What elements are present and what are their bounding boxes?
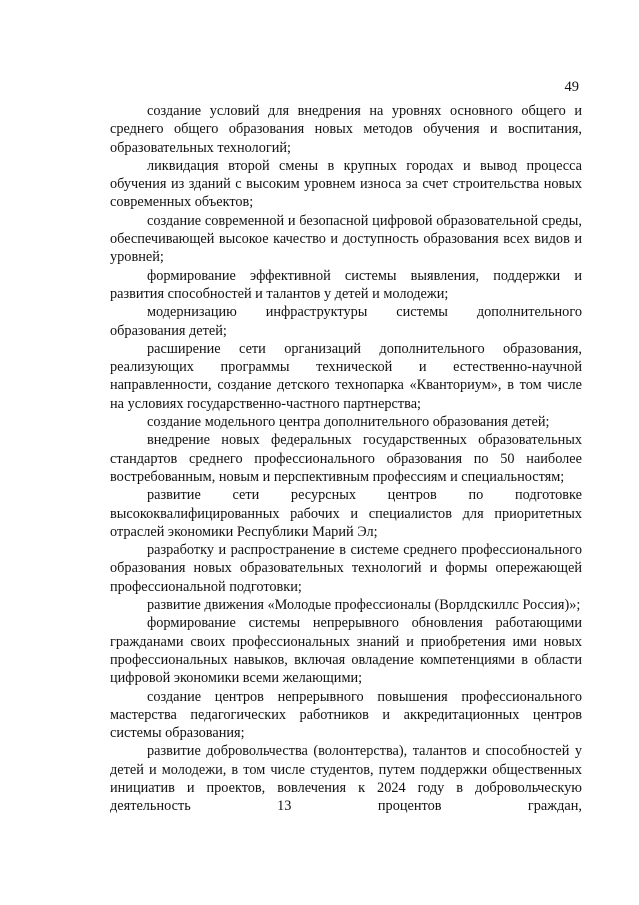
document-body (110, 102, 582, 816)
paragraph-9: развитие сети ресурсных центров по подготовке высококвалифицированных рабочих и специалистов для приоритетных отраслей экономики Республики Марий Эл; (110, 487, 582, 540)
paragraph-11: развитие движения «Молодые профессионалы (Ворлдскиллс Россия)»; (147, 597, 581, 614)
paragraph-12: формирование системы непрерывного обновления работающими гражданами своих профессиональных знаний и приобретения ими новых профессиональных навыков, включая овладение компетенциями в области цифровой экономики всеми желающими; (110, 615, 582, 687)
paragraph-3: создание современной и безопасной цифровой образовательной среды, обеспечивающей высокое качество и доступность образования всех видов и уровней; (110, 212, 582, 266)
paragraph-6: расширение сети организаций дополнительного образования, реализующих программы технической и естественно-научной направленности, создание детского технопарка «Кванториум», в том числе на условиях государственно-частного партнерства; (110, 340, 582, 412)
page-number: 49 (564, 79, 579, 95)
paragraph-14: развитие добровольчества (волонтерства), талантов и способностей у детей и молодежи, в том числе студентов, путем поддержки общественных инициатив и проектов, вовлечения к 2024 году в добровольческую деятельность 13 процентов граждан, (110, 743, 582, 815)
paragraph-4: формирование эффективной системы выявления, поддержки и развития способностей и талантов у детей и молодежи; (110, 267, 582, 302)
paragraph-8: внедрение новых федеральных государственных образовательных стандартов среднего профессионального образования по 50 наиболее востребованным, новым и перспективным профессиям и специальностям; (110, 432, 582, 485)
paragraph-13: создание центров непрерывного повышения профессионального мастерства педагогических работников и аккредитационных центров системы образования; (110, 688, 582, 742)
paragraph-2: ликвидация второй смены в крупных городах и вывод процесса обучения из зданий с высоким уровнем износа за счет строительства новых современных объектов; (110, 157, 582, 211)
paragraph-5: модернизацию инфраструктуры системы дополнительного образования детей; (110, 304, 582, 339)
paragraph-10: разработку и распространение в системе среднего профессионального образования новых образовательных технологий и формы опережающей профессиональной подготовки; (110, 542, 582, 595)
paragraph-7: создание модельного центра дополнительного образования детей; (147, 414, 550, 431)
paragraph-1: создание условий для внедрения на уровнях основного общего и среднего общего образования новых методов обучения и воспитания, образовательных технологий; (110, 103, 582, 156)
